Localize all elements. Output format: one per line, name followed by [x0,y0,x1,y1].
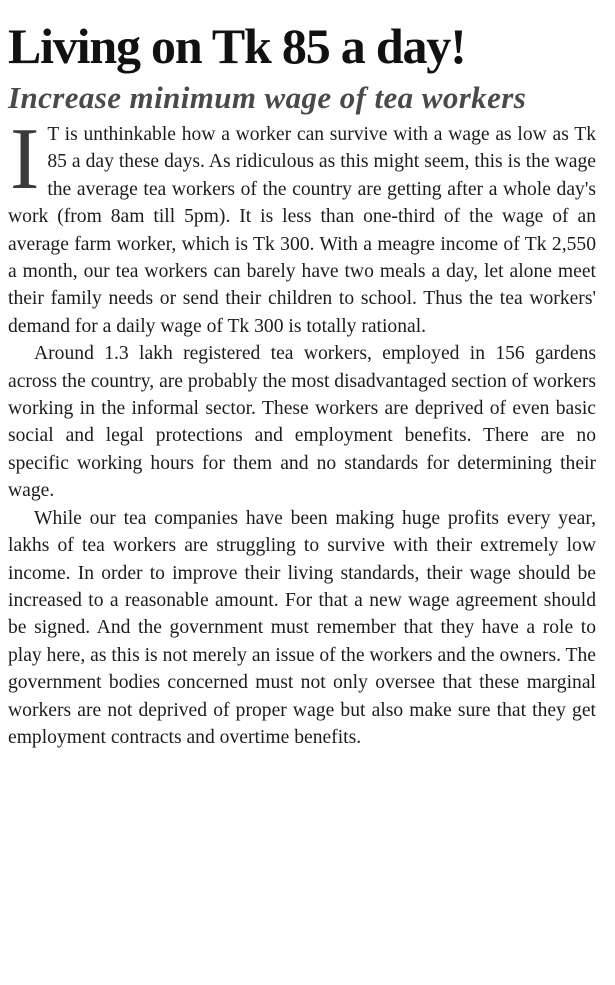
paragraph-3: While our tea companies have been making huge profits every year, lakhs of tea workers are struggling to survive with their extremely low income. In order to improve their living standards, their wage should be increased to a reasonable amount. For that a new wage agreement should be signed. And the government must remember that they have a role to play here, as this is not merely an issue of the workers and the owners. The government bodies concerned must not only oversee that these marginal workers are not deprived of proper wage but also make sure that they get employment contracts and overtime benefits. [8,507,596,748]
article-body [8,111,596,751]
subheadline: Increase minimum wage of tea workers [8,80,527,115]
paragraph-1-text: T is unthinkable how a worker can survive with a wage as low as Tk 85 a day these days. As ridiculous as this might seem, this is the wage the average tea workers of the country are getting after a whole day's work (from 8am till 5pm). It is less than one-third of the wage of an average farm worker, which is Tk 300. With a meagre income of Tk 2,550 a month, our tea workers can barely have two meals a day, let alone meet their family needs or send their children to school. Thus the tea workers' demand for a daily wage of Tk 300 is totally rational. [8,124,596,337]
drop-cap: I [10,111,40,208]
headline: Living on Tk 85 a day! [8,18,466,74]
paragraph-2: Around 1.3 lakh registered tea workers, employed in 156 gardens across the country, are probably the most disadvantaged section of workers working in the informal sector. These workers are deprived of even basic social and legal protections and employment benefits. There are no specific working hours for them and no standards for determining their wage. [8,343,596,502]
paragraph-1 [8,111,596,340]
